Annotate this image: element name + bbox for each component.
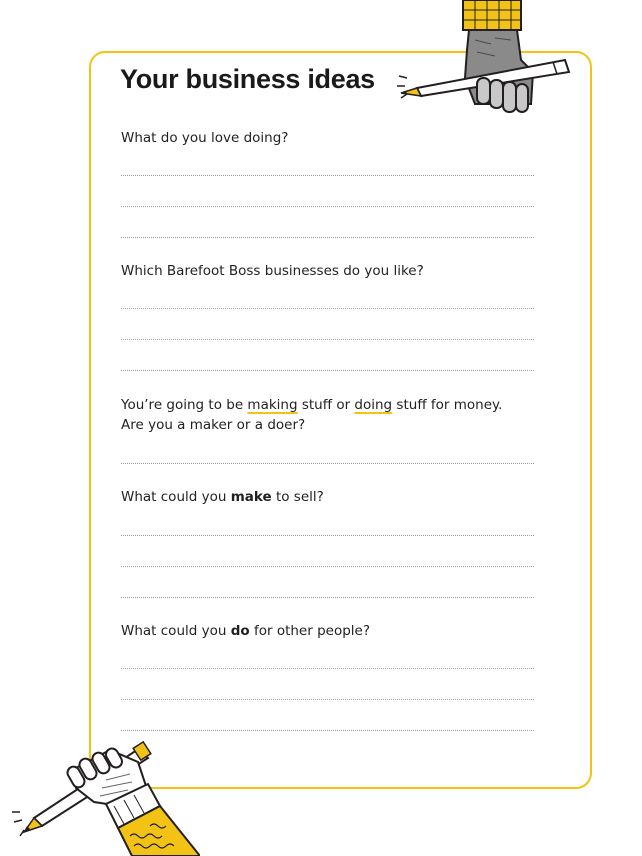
answer-line[interactable] <box>121 339 534 340</box>
hand-holding-pencil-icon <box>10 740 200 856</box>
hand-holding-pencil-icon <box>395 0 580 118</box>
question-maker-or-doer-line1 <box>121 395 502 415</box>
question-maker-or-doer <box>121 395 502 435</box>
q3-text-pre: You’re going to be <box>121 397 248 413</box>
question-love-doing: What do you love doing? <box>121 130 289 146</box>
q4-bold-make: make <box>230 489 272 505</box>
q3-text-mid2: stuff for money. <box>392 397 503 413</box>
q4-text-post: to sell? <box>271 489 324 505</box>
answer-line[interactable] <box>121 730 534 731</box>
q3-making-underlined: making <box>247 397 298 413</box>
answer-line[interactable] <box>121 370 534 371</box>
q3-doing-underlined: doing <box>354 397 393 413</box>
q5-text-post: for other people? <box>249 623 370 639</box>
q4-text-pre: What could you <box>121 489 231 505</box>
answer-line[interactable] <box>121 535 534 536</box>
question-barefoot-businesses: Which Barefoot Boss businesses do you like? <box>121 263 424 279</box>
answer-line[interactable] <box>121 175 534 176</box>
question-maker-or-doer-line2: Are you a maker or a doer? <box>121 417 306 433</box>
answer-line[interactable] <box>121 699 534 700</box>
answer-line[interactable] <box>121 463 534 464</box>
answer-line[interactable] <box>121 597 534 598</box>
answer-line[interactable] <box>121 206 534 207</box>
question-do-for-others <box>121 621 370 641</box>
q5-bold-do: do <box>230 623 250 639</box>
q5-text-pre: What could you <box>121 623 231 639</box>
page-title: Your business ideas <box>120 64 375 94</box>
answer-line[interactable] <box>121 308 534 309</box>
answer-line[interactable] <box>121 566 534 567</box>
answer-line[interactable] <box>121 237 534 238</box>
answer-line[interactable] <box>121 668 534 669</box>
q3-text-mid1: stuff or <box>297 397 355 413</box>
question-make-to-sell <box>121 487 324 507</box>
